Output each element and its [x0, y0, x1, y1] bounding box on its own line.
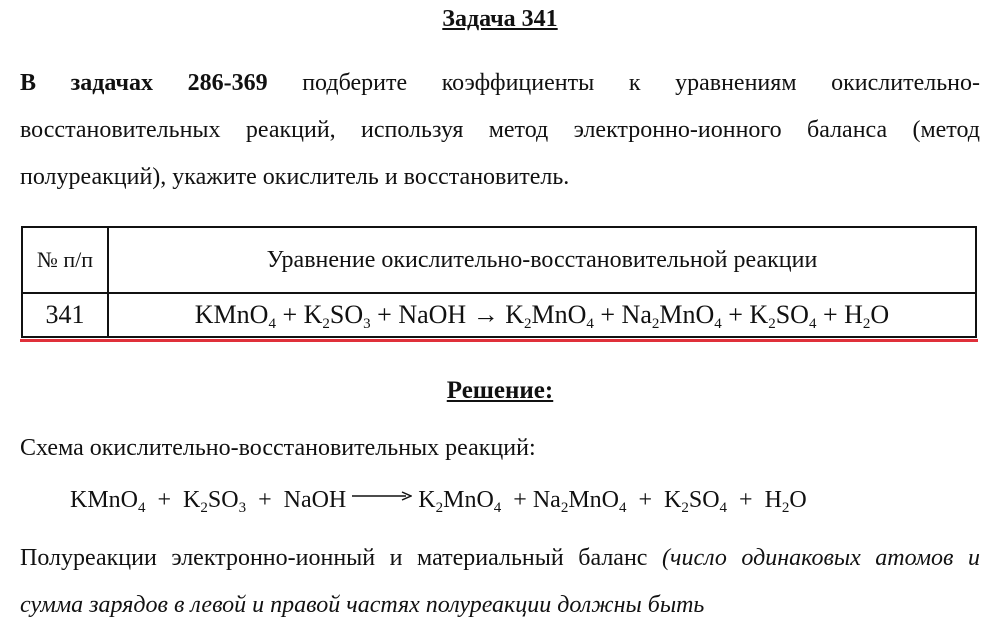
balance-italic: (число одинаковых атомов и сумма зарядов в левой и правой частях полуреакции должны быть: [20, 545, 981, 618]
row-number: 341: [22, 293, 108, 337]
red-underline: [20, 339, 978, 342]
scheme-equation: KMnO$_4$ + $K_2SO_3$ + NaOH $K_2MnO_4 + Na_2MnO_4 + K_2SO_4 + H_2O$: [70, 487, 807, 516]
equation-column-header: Уравнение окислительно-восстановительной реакции: [108, 227, 976, 293]
scheme-label: Схема окислительно-восстановительных реакций:: [20, 435, 536, 461]
task-title: Задача 341: [442, 6, 558, 32]
table-row: [22, 293, 976, 337]
intro-bold: В задачах 286-369: [20, 70, 268, 96]
num-column-header: № п/п: [22, 227, 108, 293]
balance-text: Полуреакции электронно-ионный и материальный баланс: [20, 545, 662, 571]
intro-paragraph: [20, 60, 980, 201]
task-table: [21, 226, 977, 338]
balance-paragraph: [20, 535, 980, 629]
long-arrow-icon: [352, 491, 412, 501]
row-equation: KMnO$_4$ + $K_2SO_3$ + NaOH → $K_2MnO_4 + Na_2MnO_4 + K_2SO_4 + H_2O$: [108, 293, 976, 337]
intro-text: подберите коэффициенты к уравнениям окислительно-восстановительных реакций, используя метод электронно-ионного баланса (метод полуреакций), укажите окислитель и восстановитель.: [20, 70, 980, 190]
table-header-row: [22, 227, 976, 293]
solution-title: Решение:: [446, 377, 554, 404]
